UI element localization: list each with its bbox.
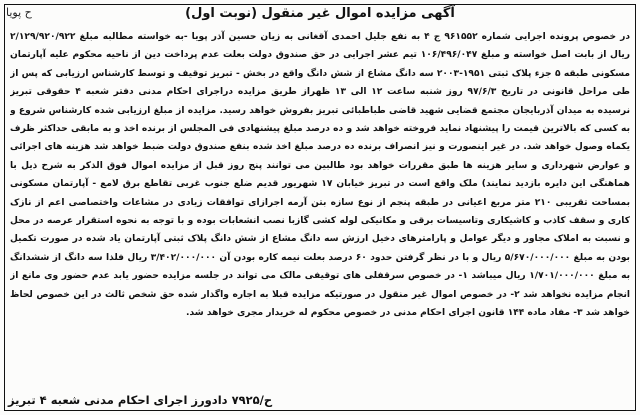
notice-body-text: در خصوص پرونده اجرایی شماره ۹۶۱۵۵۲ ج ۴ به نفع جلیل احمدی آقغانی به زیان حسین آذر پویا -به خواسته مطالبه مبلغ ۲/۱۲۹/۹۲۰/۹۲۲ ریال از بابت اصل خواسته و مبلغ ۱۰۶/۴۹۶/۰۴۷ تیم عشر اجرایی در حق صندوق دولت بعلت عدم پرداخت دین از ناحیه محکوم علیه آپارتمان مسکونی طبقه ۵ جزء پلاک ثبتی ۱۹۵۱-۲۰۰۳ سه دانگ مشاع از شش دانگ واقع در بخش - تبریز توقیف و توسط کارشناس ارزیابی که پس از طی مراحل قانونی در تاریخ ۹۷/۶/۳ روز شنبه ساعت ۱۲ الی ۱۳ ظهراز طریق مزایده دراجرای احکام مدنی دفتر شعبه ۴ حقوقی تبریز نرسیده به میدان آذربایجان مجتمع قضایی شهید قاضی طباطبائی تبریز بفروش خواهد رسید. مزایده از مبلغ ارزیابی شده کارشناس شروع و به کسی که بالاترین قیمت را پیشنهاد نماید فروخته خواهد شد و ده درصد مبلغ پیشنهادی فی المجلس از برنده اخذ و به مابقی حداکثر ظرف یکماه وصول خواهد شد. در غیر اینصورت و نیز انصراف برنده ده درصد مبلغ اخذ شده بنفع صندوق دولت ضبط خواهد شد هزینه های اجرائی و عوارض شهرداری و سایر هزینه ها طبق مقررات خواهد بود طالبین می توانند پنج روز قبل از مزایده اموال فوق الذکر به شرح ذیل با هماهنگی این دایره بازدید نمایند) ملک واقع است در تبریز خیابان ۱۷ شهریور قدیم ضلع جنوب غربی تقاطع برق لامع - آپارتمان مسکونی بمساحت تقریبی ۲۱۰ متر مربع اعیانی در طبقه پنجم از نوع سازه بتن آرمه اجرازای توافقات زیادی در مشاعات واختصاصی اعم از نازک کاری و سقف کاذب و کاشیکاری وتاسیسات برقی و مکانیکی لوله کشی گازبا نصب انشعابات بوده و با توجه به نحوه استقرار عرصه در محل و نسبت به املاک مجاور و دیگر عوامل و پارامترهای دخیل ارزش سه دانگ مشاع از شش دانگ پلاک ثبتی آپارتمان یاد شده در صورت تکمیل بودن به مبلغ ۵/۶۷۰/۰۰۰/۰۰۰ ریال و با در نظر گرفتن حدود ۶۰ درصد بعلت نیمه کاره بودن آن ۳/۴۰۲/۰۰۰/۰۰۰ ریال فلذا سه دانگ از ششدانگ به مبلغ ۱/۷۰۱/۰۰۰/۰۰۰ ریال میباشد ۱- در خصوص سرقفلی های توقیفی مالک می تواند در جلسه مزایده حضور یابد عدم حضور وی مانع از انجام مزایده نخواهد شد ۲- در خصوص اموال غیر منقول در صورتیکه مزایده قبلا به اجاره واگذار شده حق شخص ثالث در این خصوص لحاظ خواهد شد ۳- مفاد ماده ۱۴۴ قانون اجرای احکام مدنی در خصوص محکوم له خریدار مجری خواهد شد.: [10, 32, 630, 319]
corner-ornament: ح پویا: [6, 6, 32, 19]
notice-title: آگهی مزایده اموال غیر منقول (نوبت اول): [185, 6, 455, 21]
notice-signature: ح/۷۹۲۵ دادورز اجرای احکام مدنی شعبه ۴ تبریز: [8, 393, 273, 407]
notice-body: [10, 28, 630, 368]
